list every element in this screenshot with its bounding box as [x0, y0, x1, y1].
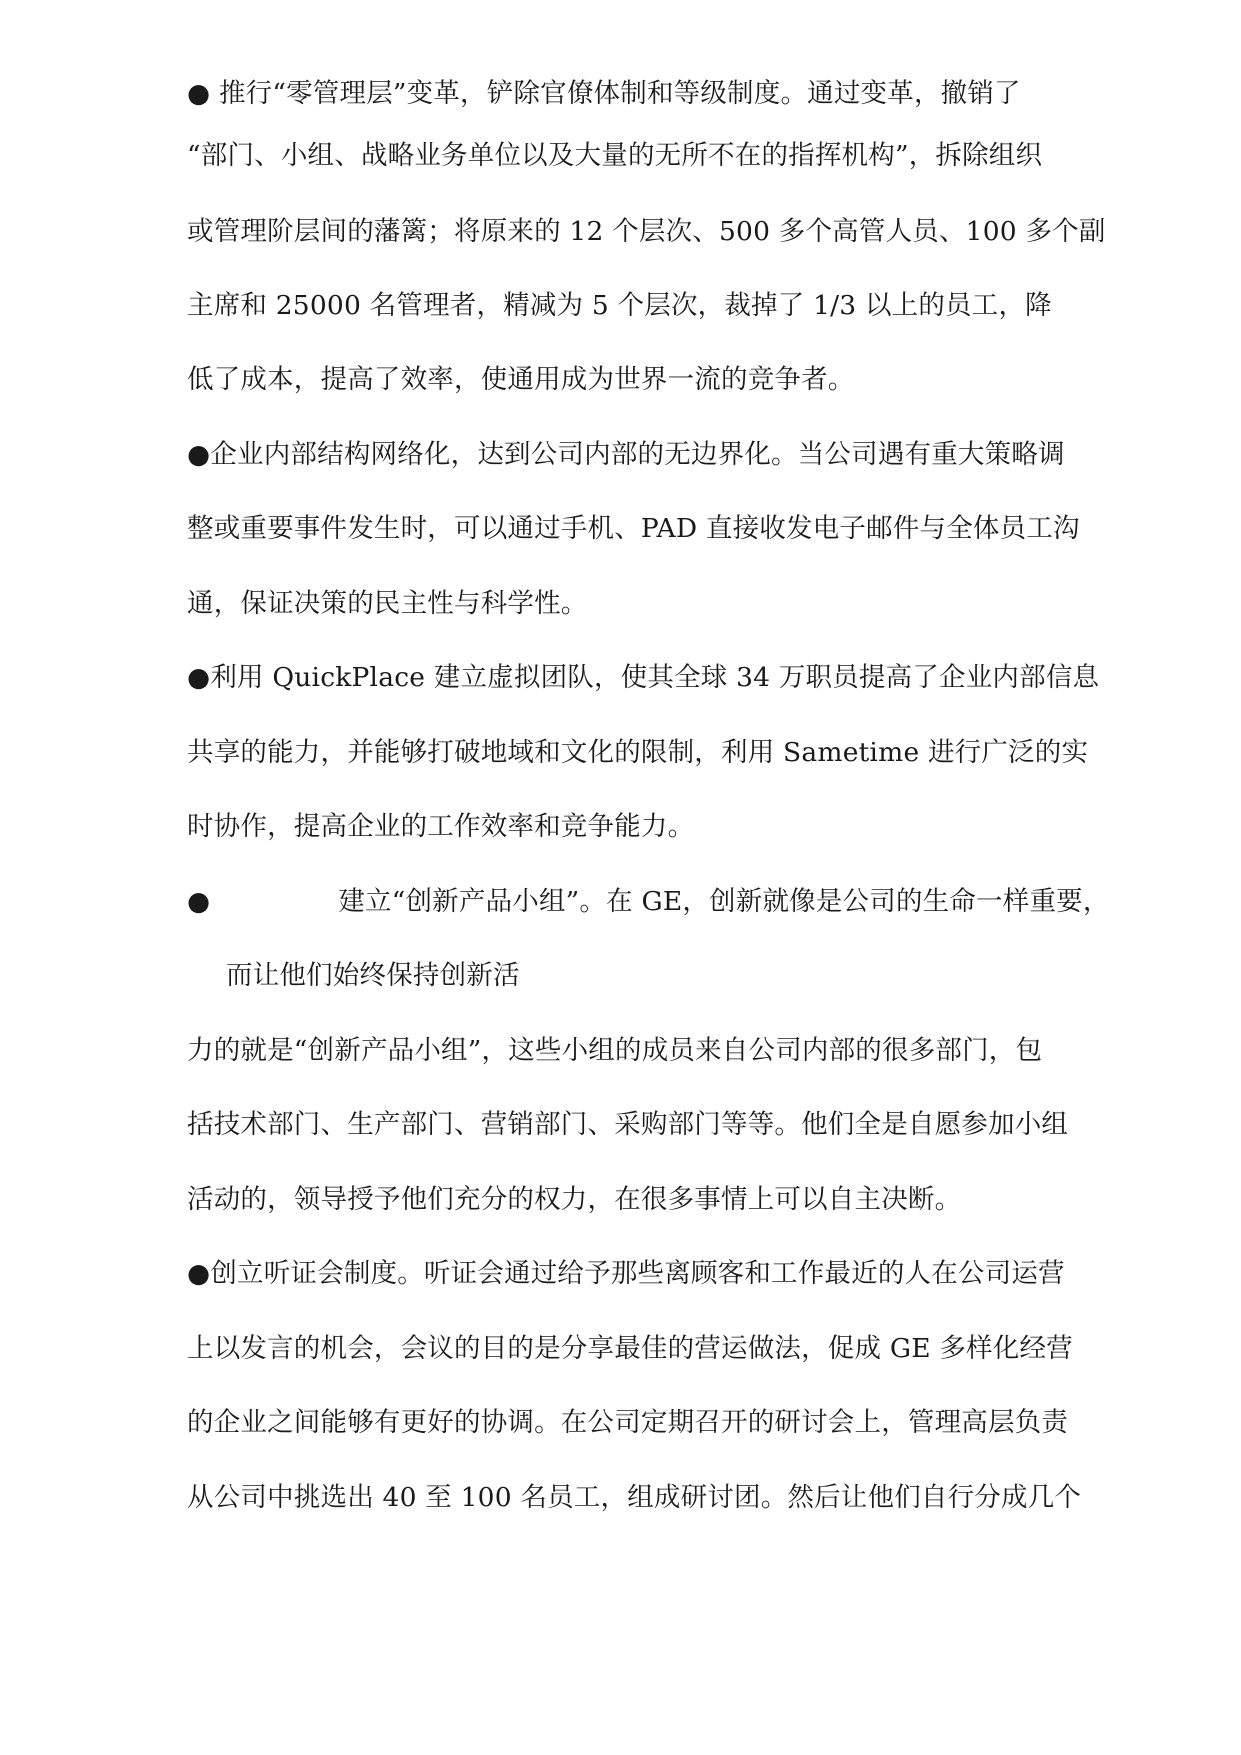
paragraph-line: 时协作，提高企业的工作效率和竞争能力。 [187, 811, 695, 842]
paragraph-line: 从公司中挑选出 40 至 100 名员工，组成研讨团。然后让他们自行分成几个 [187, 1482, 1082, 1513]
paragraph-line: ●利用 QuickPlace 建立虚拟团队，使其全球 34 万职员提高了企业内部信息 [187, 662, 1100, 693]
paragraph-line: ●创立听证会制度。听证会通过给予那些离顾客和工作最近的人在公司运营 [187, 1258, 1065, 1289]
paragraph-line: 活动的，领导授予他们充分的权力，在很多事情上可以自主决断。 [187, 1184, 962, 1215]
paragraph-line: “部门、小组、战略业务单位以及大量的无所不在的指挥机构”，拆除组织 [187, 140, 1043, 171]
paragraph-line: 力的就是“创新产品小组”，这些小组的成员来自公司内部的很多部门，包 [187, 1035, 1043, 1066]
paragraph-line: 而让他们始终保持创新活 [226, 960, 520, 991]
paragraph-line: 低了成本，提高了效率，使通用成为世界一流的竞争者。 [187, 364, 855, 395]
paragraph-line: ●企业内部结构网络化，达到公司内部的无边界化。当公司遇有重大策略调 [187, 439, 1065, 470]
paragraph-line: 或管理阶层间的藩篱；将原来的 12 个层次、500 多个高管人员、100 多个副 [187, 216, 1106, 247]
paragraph-line: 括技术部门、生产部门、营销部门、采购部门等等。他们全是自愿参加小组 [187, 1109, 1069, 1140]
bullet-text: 建立“创新产品小组”。在 GE，创新就像是公司的生命一样重要， [338, 886, 1110, 917]
bullet-line [187, 882, 1147, 922]
paragraph-line: 主席和 25000 名管理者，精减为 5 个层次，裁掉了 1/3 以上的员工，降 [187, 290, 1052, 321]
paragraph-line: 通，保证决策的民主性与科学性。 [187, 588, 588, 619]
paragraph-line: 的企业之间能够有更好的协调。在公司定期召开的研讨会上，管理高层负责 [187, 1407, 1069, 1438]
paragraph-line: 上以发言的机会，会议的目的是分享最佳的营运做法，促成 GE 多样化经营 [187, 1333, 1073, 1364]
paragraph-line: 整或重要事件发生时，可以通过手机、PAD 直接收发电子邮件与全体员工沟 [187, 513, 1080, 544]
bullet-glyph: ● [187, 886, 211, 917]
paragraph-line: ● 推行“零管理层”变革，铲除官僚体制和等级制度。通过变革，撤销了 [187, 78, 1021, 109]
paragraph-line: 共享的能力，并能够打破地域和文化的限制，利用 Sametime 进行广泛的实 [187, 737, 1089, 768]
